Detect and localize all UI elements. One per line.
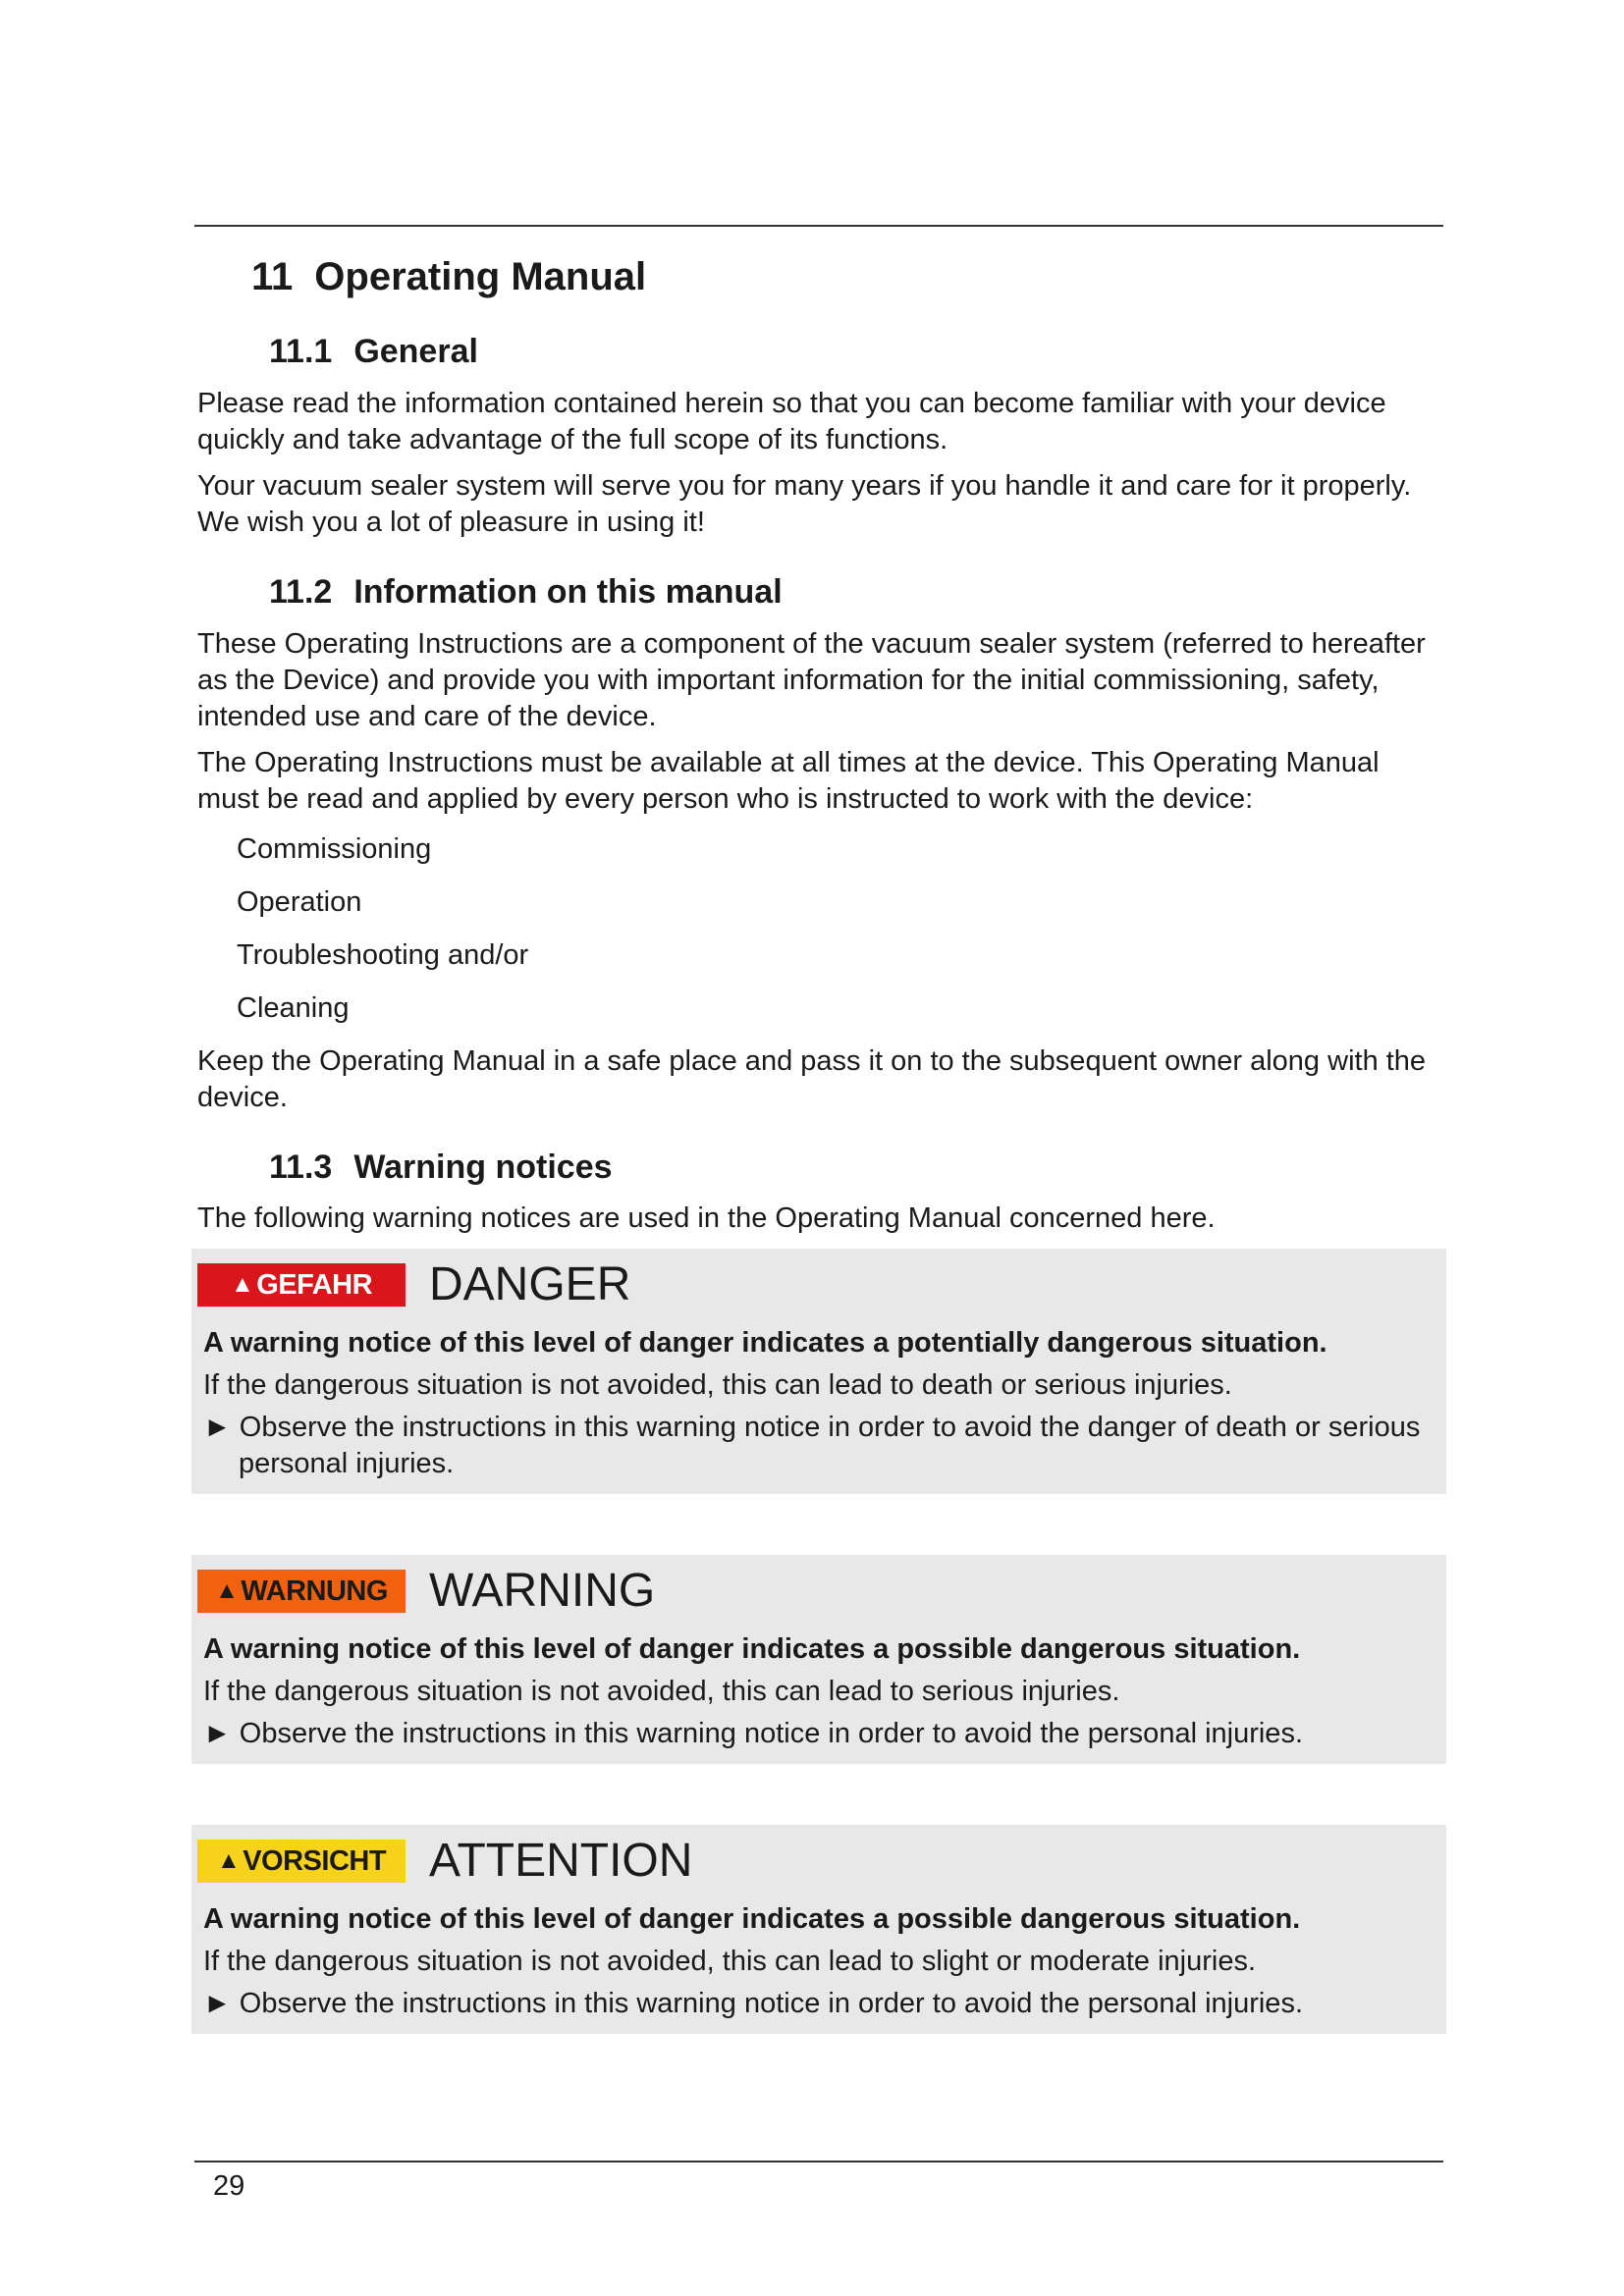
section-heading: 11 Operating Manual [251, 255, 647, 298]
danger-notice [191, 1249, 1446, 1494]
warnings-intro: The following warning notices are used in the Operating Manual concerned here. [197, 1202, 1216, 1235]
list-item: Troubleshooting and/or [237, 938, 529, 971]
vorsicht-badge: ▲ VORSICHT [197, 1840, 406, 1883]
notice-title: DANGER [429, 1258, 631, 1311]
general-paragraph: Please read the information contained herein so that you can become familiar with your device quickly and take advantage of the full scope of its functions. [197, 387, 1386, 455]
notice-summary: A warning notice of this level of danger indicates a possible dangerous situation. [203, 1903, 1301, 1936]
info-paragraph: These Operating Instructions are a component of the vacuum sealer system (referred to hereafter as the Device) and provide you with important information for the initial commissioning, safety, intended use and care of the device. [197, 627, 1426, 732]
notice-action: ► Observe the instructions in this warning notice in order to avoid the danger of death or serious personal injuries. [203, 1412, 1421, 1480]
notice-action: ► Observe the instructions in this warning notice in order to avoid the personal injuries. [203, 1988, 1303, 2020]
info-paragraph: The Operating Instructions must be available at all times at the device. This Operating Manual must be read and applied by every person who is instructed to work with the device: [197, 746, 1380, 815]
list-item: Operation [237, 885, 362, 918]
notice-summary: A warning notice of this level of danger indicates a possible dangerous situation. [203, 1633, 1301, 1666]
info-heading: 11.2 Information on this manual [269, 572, 783, 611]
attention-notice [191, 1825, 1446, 2034]
warnung-badge: ▲ WARNUNG [197, 1570, 406, 1613]
page-content [197, 247, 1444, 2034]
notice-text: If the dangerous situation is not avoided, this can lead to serious injuries. [203, 1676, 1120, 1708]
warning-triangle-icon: ▲ [230, 1271, 254, 1299]
list-item: Commissioning [237, 832, 432, 865]
gefahr-badge: ▲ GEFAHR [197, 1263, 406, 1307]
general-heading: 11.1 General [269, 333, 478, 370]
warnings-heading: 11.3 Warning notices [269, 1148, 613, 1186]
notice-summary: A warning notice of this level of danger indicates a potentially dangerous situation. [203, 1327, 1327, 1360]
warning-triangle-icon: ▲ [215, 1577, 239, 1605]
warning-triangle-icon: ▲ [216, 1847, 241, 1875]
header-rule [194, 225, 1443, 227]
notice-title: WARNING [429, 1565, 656, 1618]
notice-text: If the dangerous situation is not avoided, this can lead to slight or moderate injuries. [203, 1946, 1257, 1978]
list-item: Cleaning [237, 991, 350, 1024]
footer-rule [194, 2161, 1443, 2163]
general-paragraph: Your vacuum sealer system will serve you for many years if you handle it and care for it properly. We wish you a lot of pleasure in using it! [197, 469, 1412, 538]
info-closing: Keep the Operating Manual in a safe place and pass it on to the subsequent owner along with the device. [197, 1044, 1427, 1113]
page-number: 29 [213, 2170, 245, 2202]
task-list [237, 831, 1444, 1027]
notice-text: If the dangerous situation is not avoided, this can lead to death or serious injuries. [203, 1369, 1232, 1402]
notice-action: ► Observe the instructions in this warning notice in order to avoid the personal injuries. [203, 1718, 1303, 1750]
warning-notice [191, 1555, 1446, 1764]
notice-title: ATTENTION [429, 1835, 693, 1888]
